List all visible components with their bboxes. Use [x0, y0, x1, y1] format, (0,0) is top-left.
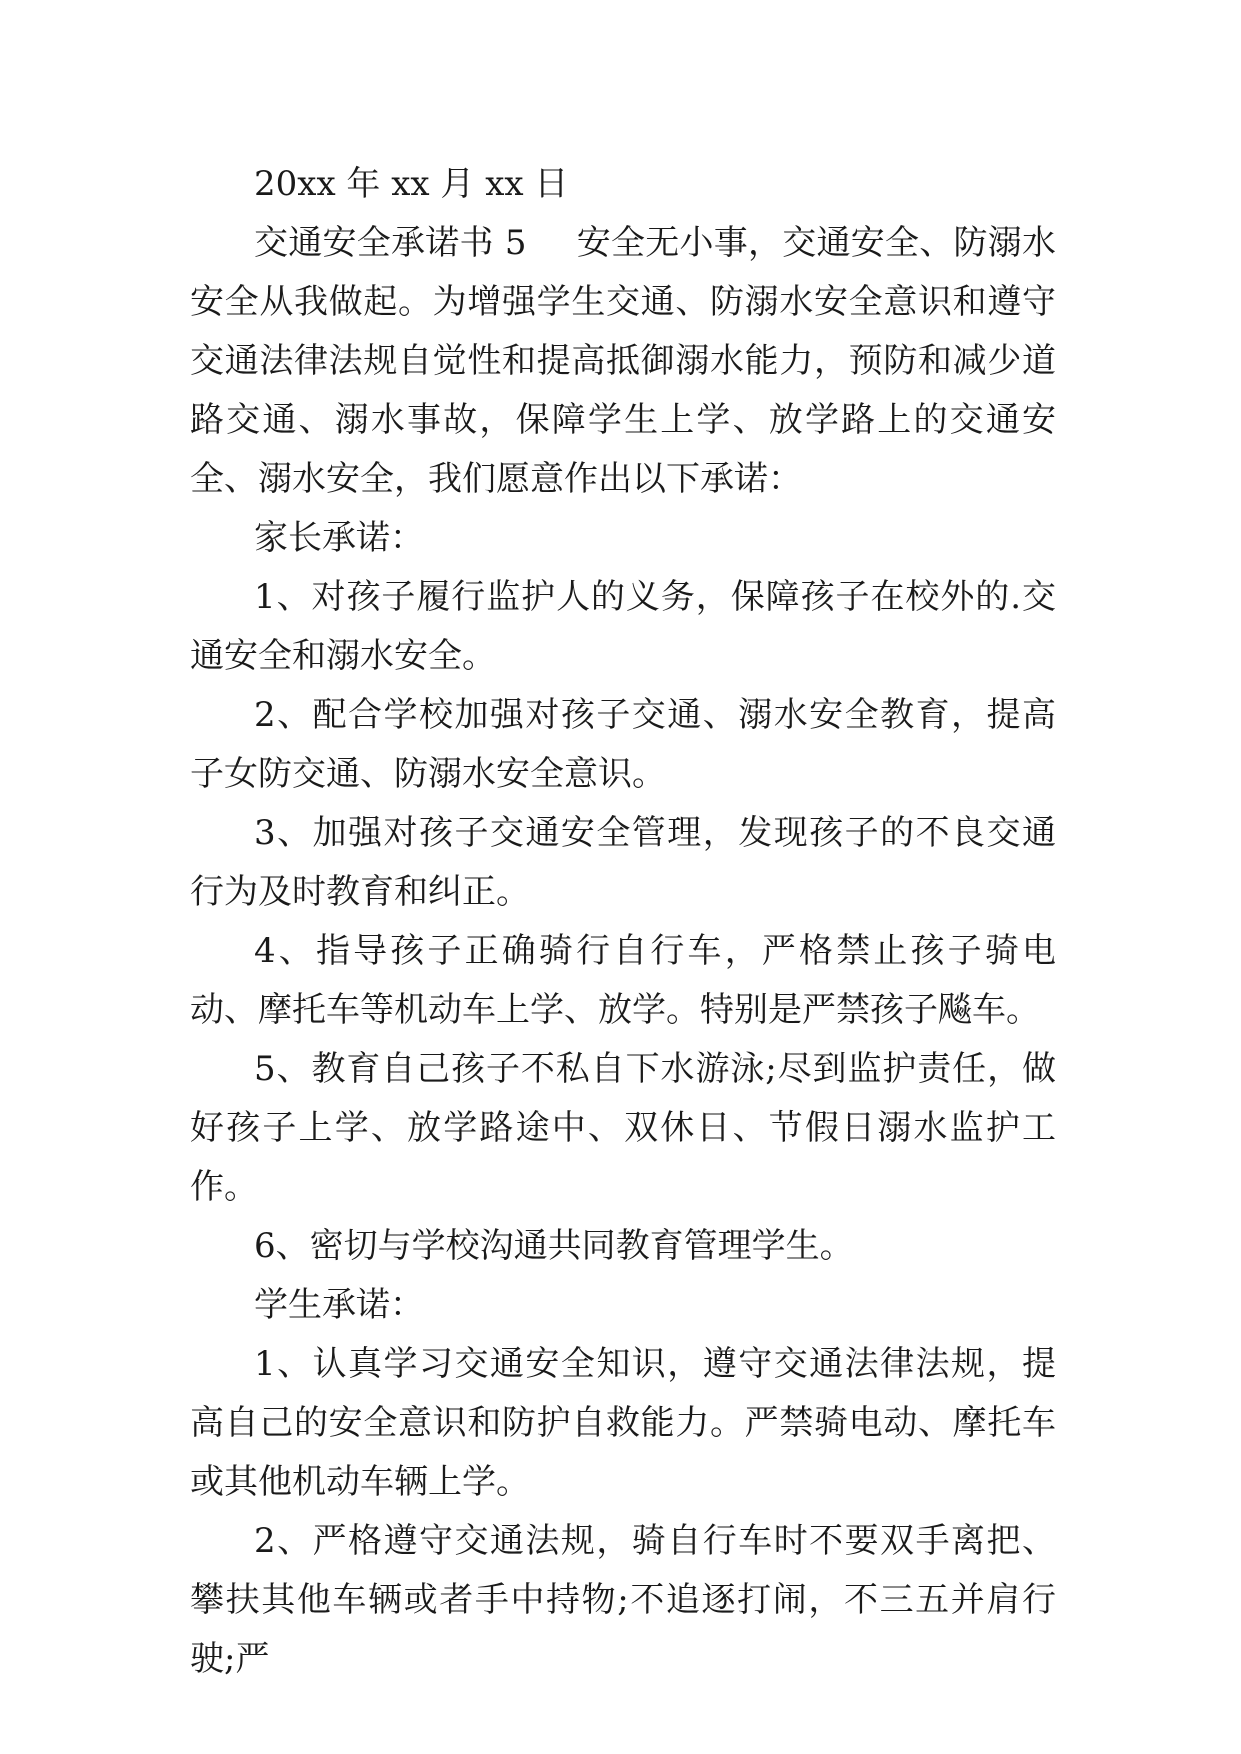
- student-pledge-item: 2、严格遵守交通法规，骑自行车时不要双手离把、攀扶其他车辆或者手中持物;不追逐打闹，不三五并肩行驶;严: [190, 1521, 1056, 1679]
- parent-pledge-item: 2、配合学校加强对孩子交通、溺水安全教育，提高子女防交通、防溺水安全意识。: [190, 695, 1056, 794]
- parents-section-label: 家长承诺：: [254, 518, 424, 558]
- parent-pledge-item: 6、密切与学校沟通共同教育管理学生。: [254, 1226, 854, 1266]
- student-pledge-item: 1、认真学习交通安全知识，遵守交通法律法规，提高自己的安全意识和防护自救能力。严禁骑电动、摩托车或其他机动车辆上学。: [190, 1344, 1056, 1502]
- document-page: [190, 155, 1056, 1689]
- parent-pledge-item: 5、教育自己孩子不私自下水游泳;尽到监护责任，做好孩子上学、放学路途中、双休日、节假日溺水监护工作。: [190, 1049, 1056, 1207]
- students-section-label: 学生承诺：: [254, 1285, 424, 1325]
- intro-paragraph: [190, 214, 1056, 509]
- intro-text: 安全无小事，交通安全、防溺水安全从我做起。为增强学生交通、防溺水安全意识和遵守交通法律法规自觉性和提高抵御溺水能力，预防和减少道路交通、溺水事故，保障学生上学、放学路上的交通安全、溺水安全，我们愿意作出以下承诺：: [190, 223, 1056, 499]
- document-title: 交通安全承诺书 5: [254, 223, 527, 263]
- document-date: 20xx 年 xx 月 xx 日: [254, 164, 569, 204]
- parent-pledge-item: 3、加强对孩子交通安全管理，发现孩子的不良交通行为及时教育和纠正。: [190, 813, 1056, 912]
- parent-pledge-item: 4、指导孩子正确骑行自行车，严格禁止孩子骑电动、摩托车等机动车上学、放学。特别是严禁孩子飚车。: [190, 931, 1056, 1030]
- parent-pledge-item: 1、对孩子履行监护人的义务，保障孩子在校外的.交通安全和溺水安全。: [190, 577, 1056, 676]
